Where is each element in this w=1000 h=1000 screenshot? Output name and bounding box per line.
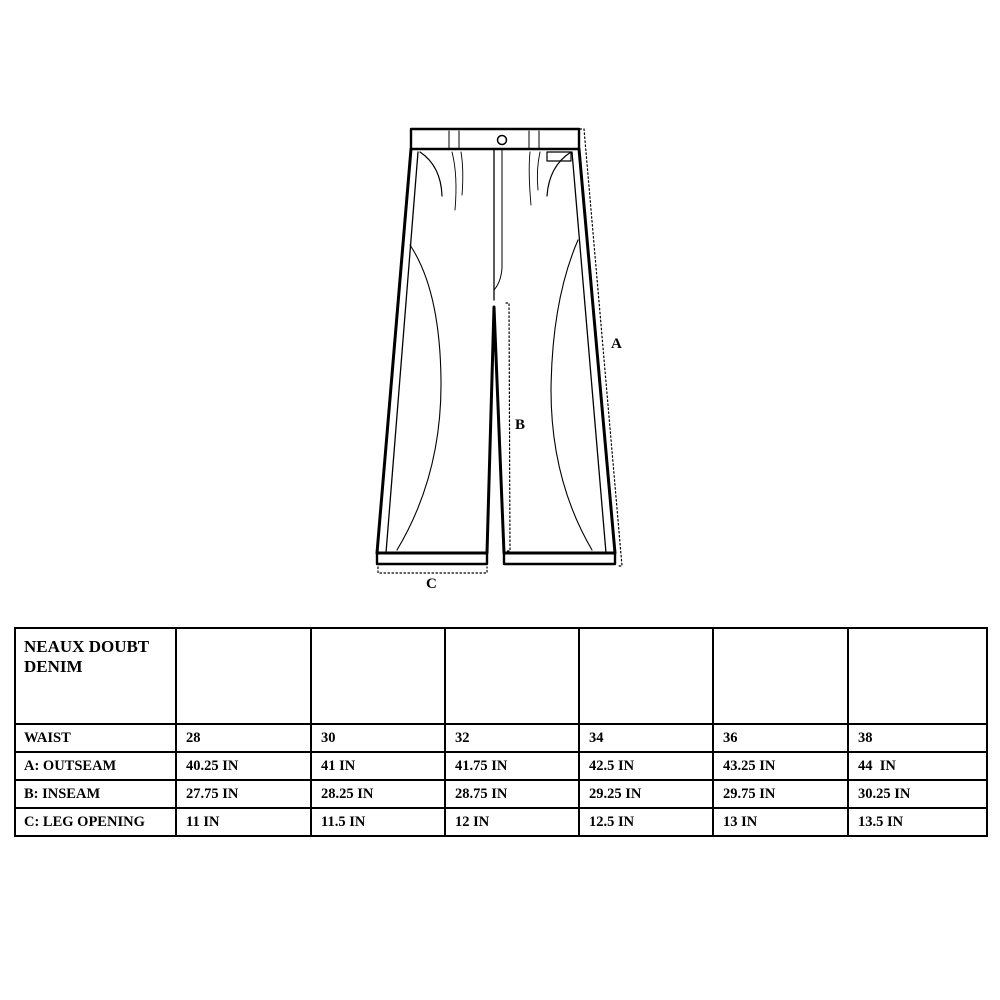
row-label: A: OUTSEAM [15, 752, 176, 780]
table-cell: 28.25 IN [311, 780, 445, 808]
table-cell: 42.5 IN [579, 752, 713, 780]
table-cell: 40.25 IN [176, 752, 311, 780]
brand-name: NEAUX DOUBT DENIM [15, 628, 176, 724]
inseam-label: B [515, 417, 526, 433]
table-header-row [15, 628, 987, 724]
leg-opening-guide [378, 567, 487, 573]
header-cell [445, 628, 579, 724]
left-panel-curve [397, 245, 441, 550]
table-cell: 13 IN [713, 808, 848, 836]
header-cell [176, 628, 311, 724]
table-cell: 12 IN [445, 808, 579, 836]
table-cell: 29.25 IN [579, 780, 713, 808]
table-cell: 44 IN [848, 752, 987, 780]
table-cell: 38 [848, 724, 987, 752]
table-cell: 34 [579, 724, 713, 752]
table-row-inseam [15, 780, 987, 808]
right-cuff [504, 553, 615, 564]
table-cell: 28.75 IN [445, 780, 579, 808]
table-cell: 28 [176, 724, 311, 752]
table-cell: 29.75 IN [713, 780, 848, 808]
table-cell: 30 [311, 724, 445, 752]
table-cell: 43.25 IN [713, 752, 848, 780]
right-pocket [547, 152, 571, 196]
waistband [411, 129, 579, 149]
table-cell: 30.25 IN [848, 780, 987, 808]
pants-outline [377, 149, 615, 553]
header-cell [848, 628, 987, 724]
row-label: WAIST [15, 724, 176, 752]
table-row-outseam [15, 752, 987, 780]
left-cuff [377, 553, 487, 564]
right-panel-curve [551, 240, 592, 550]
table-cell: 32 [445, 724, 579, 752]
table-cell: 36 [713, 724, 848, 752]
header-cell [713, 628, 848, 724]
table-cell: 27.75 IN [176, 780, 311, 808]
row-label: B: INSEAM [15, 780, 176, 808]
header-cell [311, 628, 445, 724]
table-cell: 12.5 IN [579, 808, 713, 836]
header-cell [579, 628, 713, 724]
inseam-guide [506, 303, 510, 551]
table-cell: 11.5 IN [311, 808, 445, 836]
table-cell: 13.5 IN [848, 808, 987, 836]
table-cell: 41 IN [311, 752, 445, 780]
coin-pocket [547, 152, 571, 161]
table-row-leg-opening [15, 808, 987, 836]
fly-stitch [494, 150, 502, 290]
left-pocket [420, 152, 442, 196]
outseam-label: A [611, 336, 622, 352]
table-row-waist [15, 724, 987, 752]
leg-opening-label: C [426, 576, 437, 592]
row-label: C: LEG OPENING [15, 808, 176, 836]
size-chart-table [14, 627, 988, 837]
waist-button [498, 136, 507, 145]
table-cell: 11 IN [176, 808, 311, 836]
table-cell: 41.75 IN [445, 752, 579, 780]
